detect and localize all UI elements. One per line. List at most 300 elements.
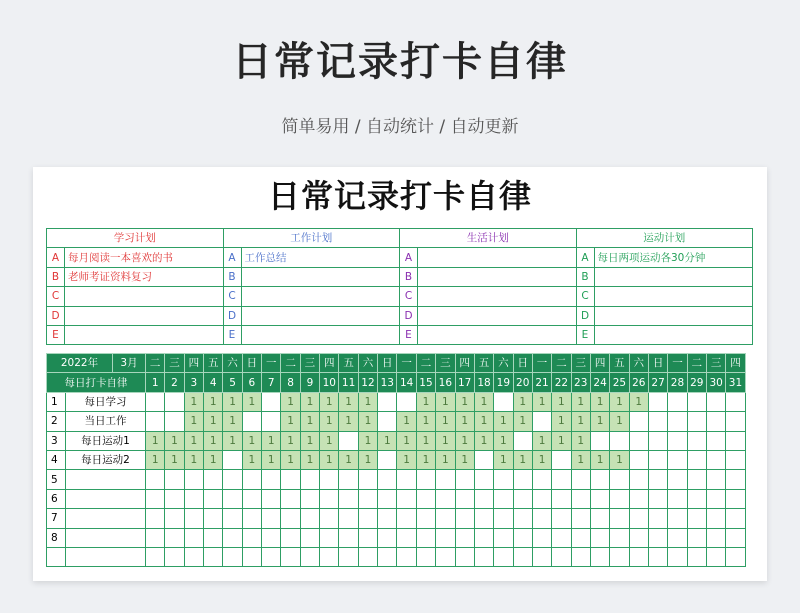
- checkin-cell[interactable]: [204, 470, 223, 489]
- checkin-cell[interactable]: [300, 489, 319, 508]
- checkin-cell[interactable]: 1: [204, 412, 223, 431]
- checkin-cell[interactable]: [706, 547, 725, 566]
- checkin-cell[interactable]: 1: [455, 392, 474, 411]
- checkin-cell[interactable]: [320, 547, 339, 566]
- checkin-cell[interactable]: [474, 528, 493, 547]
- checkin-cell[interactable]: 1: [474, 412, 493, 431]
- checkin-cell[interactable]: 1: [571, 431, 590, 450]
- checkin-cell[interactable]: [629, 547, 648, 566]
- checkin-cell[interactable]: 1: [146, 450, 165, 469]
- checkin-cell[interactable]: [513, 431, 532, 450]
- checkin-cell[interactable]: [397, 528, 416, 547]
- checkin-cell[interactable]: [320, 528, 339, 547]
- checkin-cell[interactable]: [648, 528, 667, 547]
- checkin-cell[interactable]: [339, 528, 358, 547]
- checkin-cell[interactable]: [146, 470, 165, 489]
- checkin-cell[interactable]: 1: [339, 392, 358, 411]
- checkin-cell[interactable]: [436, 528, 455, 547]
- checkin-cell[interactable]: [687, 412, 706, 431]
- checkin-cell[interactable]: [455, 547, 474, 566]
- checkin-cell[interactable]: [629, 509, 648, 528]
- checkin-cell[interactable]: [706, 509, 725, 528]
- checkin-cell[interactable]: 1: [358, 412, 377, 431]
- checkin-cell[interactable]: 1: [204, 450, 223, 469]
- checkin-cell[interactable]: [358, 509, 377, 528]
- checkin-cell[interactable]: [262, 412, 281, 431]
- checkin-cell[interactable]: 1: [223, 412, 242, 431]
- checkin-cell[interactable]: [165, 528, 184, 547]
- checkin-cell[interactable]: 1: [474, 431, 493, 450]
- task-name[interactable]: 当日工作: [66, 412, 146, 431]
- checkin-cell[interactable]: 1: [610, 412, 629, 431]
- checkin-cell[interactable]: 1: [436, 392, 455, 411]
- checkin-cell[interactable]: 1: [165, 450, 184, 469]
- checkin-cell[interactable]: 1: [281, 431, 300, 450]
- checkin-cell[interactable]: 1: [532, 431, 551, 450]
- checkin-cell[interactable]: [610, 528, 629, 547]
- checkin-cell[interactable]: [610, 509, 629, 528]
- checkin-cell[interactable]: [494, 547, 513, 566]
- checkin-cell[interactable]: 1: [339, 450, 358, 469]
- checkin-cell[interactable]: [300, 509, 319, 528]
- checkin-cell[interactable]: [262, 509, 281, 528]
- checkin-cell[interactable]: 1: [320, 392, 339, 411]
- checkin-cell[interactable]: 1: [397, 431, 416, 450]
- checkin-cell[interactable]: 1: [610, 450, 629, 469]
- checkin-cell[interactable]: [552, 470, 571, 489]
- task-name[interactable]: 每日运动2: [66, 450, 146, 469]
- checkin-cell[interactable]: 1: [281, 392, 300, 411]
- checkin-cell[interactable]: 1: [416, 431, 435, 450]
- checkin-cell[interactable]: [571, 509, 590, 528]
- checkin-cell[interactable]: [513, 547, 532, 566]
- checkin-cell[interactable]: [378, 450, 397, 469]
- plan-item[interactable]: 工作总结: [241, 248, 400, 267]
- checkin-cell[interactable]: [668, 412, 687, 431]
- checkin-cell[interactable]: [165, 392, 184, 411]
- checkin-cell[interactable]: [668, 528, 687, 547]
- checkin-cell[interactable]: 1: [300, 450, 319, 469]
- checkin-cell[interactable]: [513, 528, 532, 547]
- checkin-cell[interactable]: 1: [532, 392, 551, 411]
- checkin-cell[interactable]: [648, 470, 667, 489]
- checkin-cell[interactable]: 1: [242, 431, 261, 450]
- checkin-cell[interactable]: [146, 547, 165, 566]
- checkin-cell[interactable]: [358, 547, 377, 566]
- checkin-cell[interactable]: [281, 547, 300, 566]
- checkin-cell[interactable]: [629, 528, 648, 547]
- checkin-cell[interactable]: [532, 470, 551, 489]
- checkin-cell[interactable]: [668, 431, 687, 450]
- checkin-cell[interactable]: 1: [416, 392, 435, 411]
- checkin-cell[interactable]: [320, 470, 339, 489]
- checkin-cell[interactable]: [242, 509, 261, 528]
- checkin-cell[interactable]: [532, 489, 551, 508]
- checkin-cell[interactable]: [687, 392, 706, 411]
- checkin-cell[interactable]: [532, 412, 551, 431]
- checkin-cell[interactable]: [532, 528, 551, 547]
- checkin-cell[interactable]: [262, 489, 281, 508]
- checkin-cell[interactable]: [262, 470, 281, 489]
- checkin-cell[interactable]: [648, 509, 667, 528]
- checkin-cell[interactable]: [494, 489, 513, 508]
- checkin-cell[interactable]: 1: [146, 431, 165, 450]
- plan-item[interactable]: [594, 267, 753, 286]
- checkin-cell[interactable]: [726, 547, 745, 566]
- checkin-cell[interactable]: [455, 489, 474, 508]
- checkin-cell[interactable]: 1: [474, 392, 493, 411]
- checkin-cell[interactable]: [494, 392, 513, 411]
- checkin-cell[interactable]: [358, 489, 377, 508]
- checkin-cell[interactable]: [668, 470, 687, 489]
- checkin-cell[interactable]: [416, 489, 435, 508]
- checkin-cell[interactable]: [223, 547, 242, 566]
- checkin-cell[interactable]: 1: [281, 412, 300, 431]
- checkin-cell[interactable]: 1: [455, 450, 474, 469]
- checkin-cell[interactable]: [455, 509, 474, 528]
- checkin-cell[interactable]: [687, 509, 706, 528]
- checkin-cell[interactable]: [474, 450, 493, 469]
- checkin-cell[interactable]: [687, 528, 706, 547]
- checkin-cell[interactable]: [455, 470, 474, 489]
- checkin-cell[interactable]: [629, 431, 648, 450]
- checkin-cell[interactable]: [397, 509, 416, 528]
- checkin-cell[interactable]: [165, 509, 184, 528]
- checkin-cell[interactable]: [358, 470, 377, 489]
- checkin-cell[interactable]: [436, 470, 455, 489]
- task-name[interactable]: 每日运动1: [66, 431, 146, 450]
- checkin-cell[interactable]: 1: [590, 450, 609, 469]
- checkin-cell[interactable]: [416, 528, 435, 547]
- checkin-cell[interactable]: [146, 509, 165, 528]
- checkin-cell[interactable]: 1: [552, 412, 571, 431]
- checkin-cell[interactable]: 1: [320, 450, 339, 469]
- plan-item[interactable]: [241, 306, 400, 325]
- task-name[interactable]: [66, 470, 146, 489]
- checkin-cell[interactable]: 1: [262, 450, 281, 469]
- checkin-cell[interactable]: [552, 509, 571, 528]
- checkin-cell[interactable]: [590, 431, 609, 450]
- checkin-cell[interactable]: [571, 528, 590, 547]
- checkin-cell[interactable]: [165, 412, 184, 431]
- checkin-cell[interactable]: 1: [320, 412, 339, 431]
- checkin-cell[interactable]: [687, 450, 706, 469]
- checkin-cell[interactable]: [242, 547, 261, 566]
- checkin-cell[interactable]: 1: [436, 412, 455, 431]
- checkin-cell[interactable]: 1: [397, 450, 416, 469]
- plan-item[interactable]: [594, 306, 753, 325]
- checkin-cell[interactable]: 1: [223, 431, 242, 450]
- checkin-cell[interactable]: [378, 547, 397, 566]
- checkin-cell[interactable]: 1: [204, 431, 223, 450]
- checkin-cell[interactable]: [590, 470, 609, 489]
- plan-item[interactable]: [418, 325, 577, 344]
- checkin-cell[interactable]: [513, 509, 532, 528]
- plan-item[interactable]: [241, 325, 400, 344]
- checkin-cell[interactable]: [474, 509, 493, 528]
- checkin-cell[interactable]: 1: [436, 431, 455, 450]
- plan-item[interactable]: [65, 306, 224, 325]
- checkin-cell[interactable]: [474, 489, 493, 508]
- checkin-cell[interactable]: [726, 392, 745, 411]
- checkin-cell[interactable]: 1: [552, 431, 571, 450]
- checkin-cell[interactable]: [436, 547, 455, 566]
- checkin-cell[interactable]: 1: [378, 431, 397, 450]
- checkin-cell[interactable]: [513, 489, 532, 508]
- checkin-cell[interactable]: [378, 470, 397, 489]
- checkin-cell[interactable]: 1: [532, 450, 551, 469]
- checkin-cell[interactable]: [378, 392, 397, 411]
- checkin-cell[interactable]: 1: [358, 431, 377, 450]
- checkin-cell[interactable]: [397, 489, 416, 508]
- checkin-cell[interactable]: 1: [494, 412, 513, 431]
- checkin-cell[interactable]: 1: [610, 392, 629, 411]
- checkin-cell[interactable]: [494, 470, 513, 489]
- checkin-cell[interactable]: [184, 489, 203, 508]
- checkin-cell[interactable]: [165, 489, 184, 508]
- checkin-cell[interactable]: [300, 547, 319, 566]
- task-name[interactable]: [66, 489, 146, 508]
- checkin-cell[interactable]: [416, 547, 435, 566]
- checkin-cell[interactable]: 1: [320, 431, 339, 450]
- checkin-cell[interactable]: 1: [262, 431, 281, 450]
- checkin-cell[interactable]: [571, 470, 590, 489]
- checkin-cell[interactable]: [146, 392, 165, 411]
- checkin-cell[interactable]: [184, 509, 203, 528]
- checkin-cell[interactable]: 1: [300, 412, 319, 431]
- checkin-cell[interactable]: [165, 470, 184, 489]
- checkin-cell[interactable]: [474, 547, 493, 566]
- checkin-cell[interactable]: [648, 412, 667, 431]
- checkin-cell[interactable]: [706, 392, 725, 411]
- checkin-cell[interactable]: 1: [204, 392, 223, 411]
- checkin-cell[interactable]: [590, 528, 609, 547]
- checkin-cell[interactable]: [281, 528, 300, 547]
- checkin-cell[interactable]: 1: [416, 450, 435, 469]
- checkin-cell[interactable]: [726, 412, 745, 431]
- checkin-cell[interactable]: [436, 509, 455, 528]
- checkin-cell[interactable]: 1: [494, 431, 513, 450]
- checkin-cell[interactable]: [629, 489, 648, 508]
- checkin-cell[interactable]: [223, 470, 242, 489]
- plan-item[interactable]: [594, 325, 753, 344]
- checkin-cell[interactable]: 1: [590, 392, 609, 411]
- checkin-cell[interactable]: [629, 412, 648, 431]
- checkin-cell[interactable]: 1: [436, 450, 455, 469]
- checkin-cell[interactable]: 1: [513, 450, 532, 469]
- checkin-cell[interactable]: [223, 509, 242, 528]
- checkin-cell[interactable]: [610, 431, 629, 450]
- task-name[interactable]: 每日学习: [66, 392, 146, 411]
- checkin-cell[interactable]: [416, 470, 435, 489]
- checkin-cell[interactable]: [706, 470, 725, 489]
- checkin-cell[interactable]: [552, 547, 571, 566]
- checkin-cell[interactable]: 1: [281, 450, 300, 469]
- checkin-cell[interactable]: [455, 528, 474, 547]
- checkin-cell[interactable]: [242, 528, 261, 547]
- checkin-cell[interactable]: 1: [590, 412, 609, 431]
- checkin-cell[interactable]: [726, 489, 745, 508]
- checkin-cell[interactable]: [668, 547, 687, 566]
- checkin-cell[interactable]: 1: [571, 392, 590, 411]
- checkin-cell[interactable]: [339, 470, 358, 489]
- task-name[interactable]: [66, 528, 146, 547]
- checkin-cell[interactable]: [610, 547, 629, 566]
- plan-item[interactable]: [418, 287, 577, 306]
- checkin-cell[interactable]: [416, 509, 435, 528]
- plan-item[interactable]: 每月阅读一本喜欢的书: [65, 248, 224, 267]
- checkin-cell[interactable]: [223, 450, 242, 469]
- checkin-cell[interactable]: [262, 528, 281, 547]
- checkin-cell[interactable]: 1: [629, 392, 648, 411]
- checkin-cell[interactable]: [726, 431, 745, 450]
- checkin-cell[interactable]: [726, 509, 745, 528]
- checkin-cell[interactable]: [339, 489, 358, 508]
- checkin-cell[interactable]: [436, 489, 455, 508]
- checkin-cell[interactable]: [146, 489, 165, 508]
- checkin-cell[interactable]: [648, 489, 667, 508]
- checkin-cell[interactable]: [590, 509, 609, 528]
- checkin-cell[interactable]: [474, 470, 493, 489]
- checkin-cell[interactable]: [165, 547, 184, 566]
- checkin-cell[interactable]: [281, 509, 300, 528]
- checkin-cell[interactable]: [494, 509, 513, 528]
- checkin-cell[interactable]: 1: [494, 450, 513, 469]
- checkin-cell[interactable]: [339, 509, 358, 528]
- checkin-cell[interactable]: [726, 450, 745, 469]
- checkin-cell[interactable]: [204, 528, 223, 547]
- checkin-cell[interactable]: [184, 528, 203, 547]
- checkin-cell[interactable]: [300, 528, 319, 547]
- plan-item[interactable]: [241, 267, 400, 286]
- checkin-cell[interactable]: [300, 470, 319, 489]
- checkin-cell[interactable]: [378, 412, 397, 431]
- plan-item[interactable]: [418, 267, 577, 286]
- checkin-cell[interactable]: [532, 509, 551, 528]
- checkin-cell[interactable]: [223, 528, 242, 547]
- checkin-cell[interactable]: [648, 450, 667, 469]
- checkin-cell[interactable]: [706, 450, 725, 469]
- checkin-cell[interactable]: [204, 489, 223, 508]
- plan-item[interactable]: [418, 306, 577, 325]
- checkin-cell[interactable]: [397, 392, 416, 411]
- checkin-cell[interactable]: 1: [339, 412, 358, 431]
- checkin-cell[interactable]: [242, 470, 261, 489]
- checkin-cell[interactable]: 1: [552, 392, 571, 411]
- checkin-cell[interactable]: [706, 489, 725, 508]
- checkin-cell[interactable]: [552, 489, 571, 508]
- plan-item[interactable]: [418, 248, 577, 267]
- checkin-cell[interactable]: 1: [513, 412, 532, 431]
- checkin-cell[interactable]: [204, 547, 223, 566]
- checkin-cell[interactable]: [648, 431, 667, 450]
- checkin-cell[interactable]: 1: [223, 392, 242, 411]
- task-name[interactable]: [66, 509, 146, 528]
- checkin-cell[interactable]: [706, 431, 725, 450]
- checkin-cell[interactable]: [320, 509, 339, 528]
- checkin-cell[interactable]: 1: [184, 412, 203, 431]
- checkin-cell[interactable]: [668, 450, 687, 469]
- checkin-cell[interactable]: [687, 470, 706, 489]
- checkin-cell[interactable]: [532, 547, 551, 566]
- checkin-cell[interactable]: [184, 547, 203, 566]
- checkin-cell[interactable]: [706, 528, 725, 547]
- checkin-cell[interactable]: 1: [242, 392, 261, 411]
- checkin-cell[interactable]: [610, 470, 629, 489]
- checkin-cell[interactable]: [242, 489, 261, 508]
- checkin-cell[interactable]: [610, 489, 629, 508]
- checkin-cell[interactable]: 1: [300, 431, 319, 450]
- checkin-cell[interactable]: [687, 547, 706, 566]
- checkin-cell[interactable]: [648, 392, 667, 411]
- checkin-cell[interactable]: [378, 509, 397, 528]
- checkin-cell[interactable]: [223, 489, 242, 508]
- task-name[interactable]: [66, 547, 146, 566]
- checkin-cell[interactable]: [629, 470, 648, 489]
- checkin-cell[interactable]: [706, 412, 725, 431]
- plan-item[interactable]: 老师考证资料复习: [65, 267, 224, 286]
- checkin-cell[interactable]: [552, 450, 571, 469]
- checkin-cell[interactable]: 1: [184, 450, 203, 469]
- checkin-cell[interactable]: [397, 470, 416, 489]
- checkin-cell[interactable]: [339, 431, 358, 450]
- checkin-cell[interactable]: [687, 431, 706, 450]
- checkin-cell[interactable]: [146, 528, 165, 547]
- checkin-cell[interactable]: [146, 412, 165, 431]
- checkin-cell[interactable]: 1: [300, 392, 319, 411]
- checkin-cell[interactable]: [281, 489, 300, 508]
- checkin-cell[interactable]: [668, 489, 687, 508]
- plan-item[interactable]: 每日两项运动各30分钟: [594, 248, 753, 267]
- checkin-cell[interactable]: [571, 547, 590, 566]
- plan-item[interactable]: [594, 287, 753, 306]
- checkin-cell[interactable]: 1: [571, 450, 590, 469]
- checkin-cell[interactable]: [184, 470, 203, 489]
- checkin-cell[interactable]: [262, 547, 281, 566]
- checkin-cell[interactable]: [397, 547, 416, 566]
- checkin-cell[interactable]: [629, 450, 648, 469]
- checkin-cell[interactable]: 1: [416, 412, 435, 431]
- checkin-cell[interactable]: [281, 470, 300, 489]
- checkin-cell[interactable]: [648, 547, 667, 566]
- checkin-cell[interactable]: [668, 509, 687, 528]
- checkin-cell[interactable]: [571, 489, 590, 508]
- checkin-cell[interactable]: [726, 470, 745, 489]
- checkin-cell[interactable]: [552, 528, 571, 547]
- checkin-cell[interactable]: [590, 547, 609, 566]
- checkin-cell[interactable]: 1: [184, 431, 203, 450]
- checkin-cell[interactable]: 1: [397, 412, 416, 431]
- checkin-cell[interactable]: [320, 489, 339, 508]
- checkin-cell[interactable]: 1: [513, 392, 532, 411]
- checkin-cell[interactable]: [378, 528, 397, 547]
- checkin-cell[interactable]: [339, 547, 358, 566]
- checkin-cell[interactable]: [590, 489, 609, 508]
- checkin-cell[interactable]: 1: [165, 431, 184, 450]
- checkin-cell[interactable]: 1: [455, 431, 474, 450]
- checkin-cell[interactable]: 1: [571, 412, 590, 431]
- checkin-cell[interactable]: [668, 392, 687, 411]
- checkin-cell[interactable]: 1: [358, 392, 377, 411]
- checkin-cell[interactable]: 1: [455, 412, 474, 431]
- plan-item[interactable]: [65, 325, 224, 344]
- plan-item[interactable]: [65, 287, 224, 306]
- checkin-cell[interactable]: 1: [242, 450, 261, 469]
- checkin-cell[interactable]: [726, 528, 745, 547]
- checkin-cell[interactable]: [358, 528, 377, 547]
- checkin-cell[interactable]: [494, 528, 513, 547]
- checkin-cell[interactable]: [378, 489, 397, 508]
